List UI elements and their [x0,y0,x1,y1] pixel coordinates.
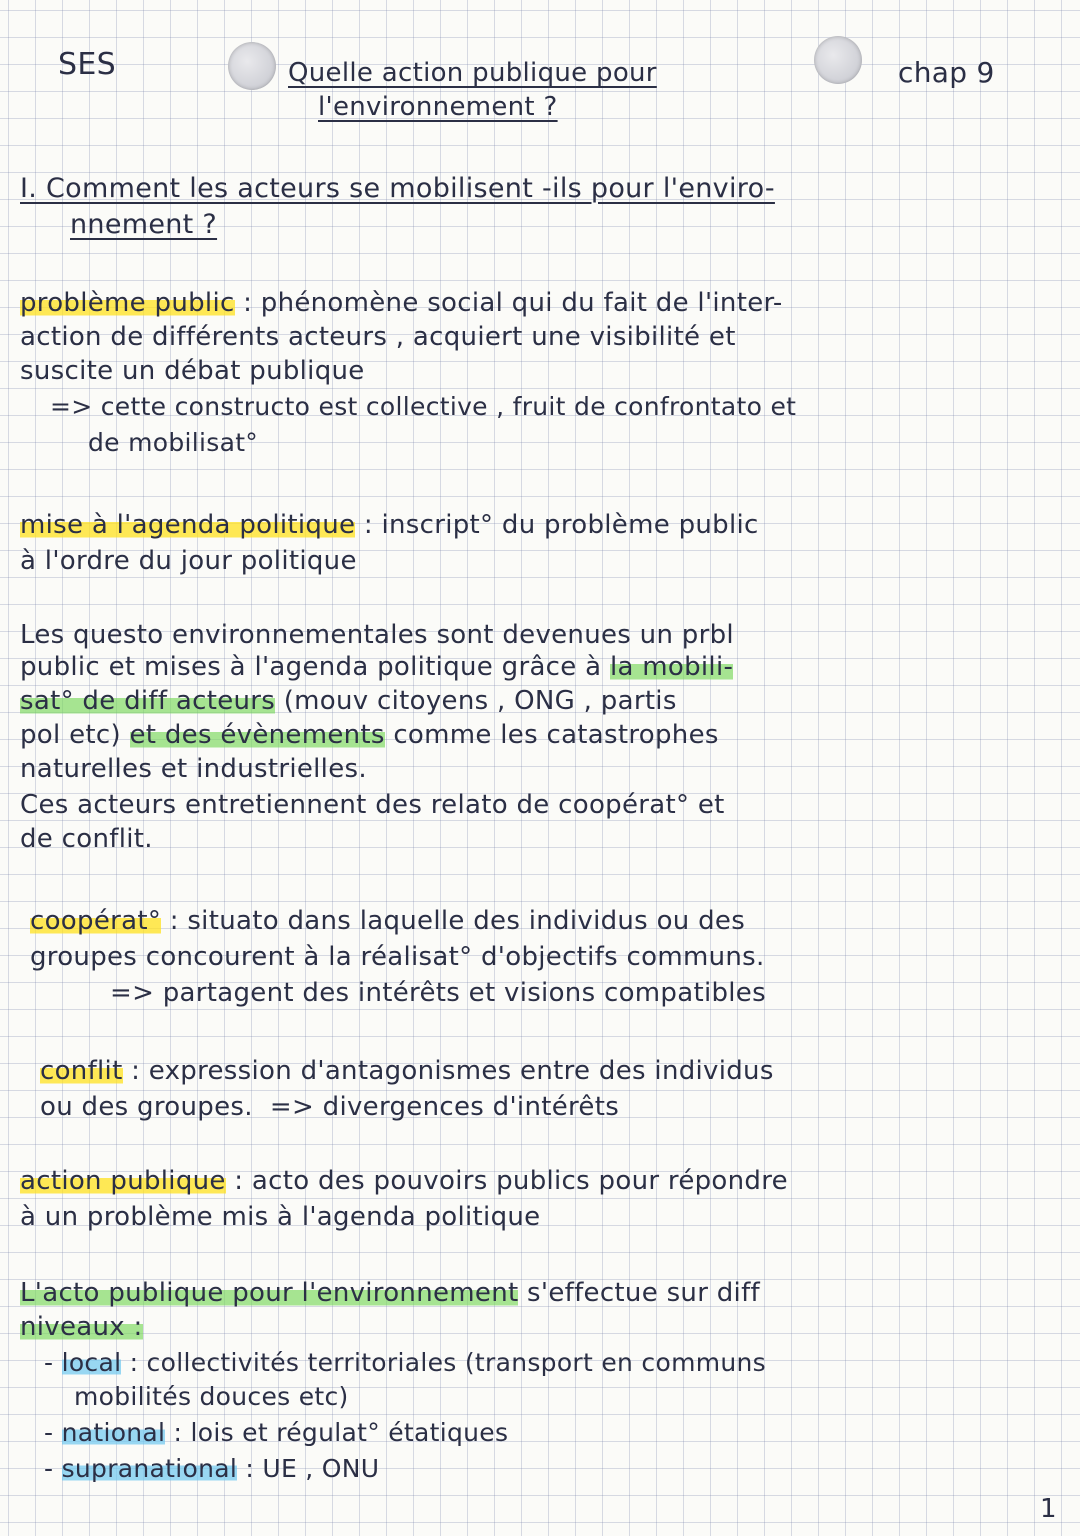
probleme-line2: action de différents acteurs , acquiert une visibilité et [20,322,736,352]
term-national: national [61,1418,166,1447]
env-line5: naturelles et industrielles. [20,754,367,784]
term-local: local [61,1348,122,1377]
cooperation-line3: => partagent des intérêts et visions compatibles [110,978,766,1008]
definition-action-publique: action publique : acto des pouvoirs publics pour répondre [20,1166,788,1196]
env-line2: public et mises à l'agenda politique grâce à la mobili- [20,652,734,682]
probleme-line3: suscite un débat publique [20,356,365,386]
definition-conflit: conflit : expression d'antagonismes entre des individus [40,1056,774,1086]
level-local-line2: mobilités douces etc) [74,1382,349,1411]
probleme-line4: => cette constructo est collective , fruit de confrontato et [50,392,797,421]
highlight-evenements: et des évènements [129,720,385,750]
niveaux-intro-line2: niveaux : [20,1312,143,1342]
env-line3: sat° de diff acteurs (mouv citoyens , ONG , partis [20,686,677,716]
action-line2: à un problème mis à l'agenda politique [20,1202,541,1232]
level-supranational: - supranational : UE , ONU [44,1454,380,1483]
highlight-action-environnement: L'acto publique pour l'environnement [20,1278,519,1308]
page-title-line2: l'environnement ? [318,92,558,122]
page-title-line1: Quelle action publique pour [288,58,657,88]
term-probleme-public: problème public [20,288,235,318]
term-action-publique: action publique [20,1166,226,1196]
page-number: 1 [1040,1494,1057,1524]
section-heading-line1: I. Comment les acteurs se mobilisent -ils pour l'enviro- [20,173,775,204]
definition-probleme-public: problème public : phénomène social qui du fait de l'inter- [20,288,783,318]
highlight-mobilisation: la mobili- [609,652,734,682]
term-agenda-politique: mise à l'agenda politique [20,510,356,540]
chapter-label: chap 9 [898,56,995,89]
definition-agenda: mise à l'agenda politique : inscript° du problème public [20,510,759,540]
level-local: - local : collectivités territoriales (transport en communs [44,1348,766,1377]
term-supranational: supranational [61,1454,238,1483]
section-heading-line2: nnement ? [70,209,218,240]
niveaux-intro: L'acto publique pour l'environnement s'effectue sur diff [20,1278,760,1308]
conflit-line2: ou des groupes. => divergences d'intérêts [40,1092,620,1122]
agenda-line2: à l'ordre du jour politique [20,546,357,576]
term-conflit: conflit [40,1056,123,1086]
probleme-line5: de mobilisat° [88,428,259,457]
env-line7: de conflit. [20,824,153,854]
cooperation-line2: groupes concourent à la réalisat° d'objectifs communs. [30,942,765,972]
level-national: - national : lois et régulat° étatiques [44,1418,509,1447]
env-line6: Ces acteurs entretiennent des relato de coopérat° et [20,790,725,820]
punch-hole-left [228,42,276,90]
subject-label: SES [58,47,116,82]
env-line1: Les questo environnementales sont devenues un prbl [20,620,734,650]
env-line4: pol etc) et des évènements comme les catastrophes [20,720,719,750]
punch-hole-right [814,36,862,84]
term-cooperation: coopérat° [30,906,162,936]
definition-cooperation: coopérat° : situato dans laquelle des individus ou des [30,906,746,936]
